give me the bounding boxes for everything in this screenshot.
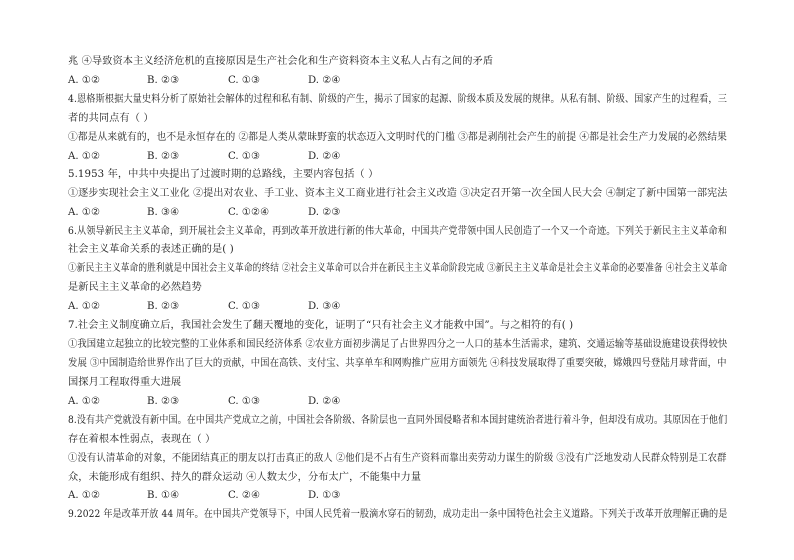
- q8-stem-line2: 存在着根本性弱点，表现在（ ）: [68, 434, 216, 445]
- q4-option-d[interactable]: D. ②④: [308, 151, 341, 162]
- q7-option-d[interactable]: D. ②④: [308, 396, 341, 407]
- q6-stem-line1: 6.从领导新民主主义革命，到开展社会主义革命，再到改革开放进行新的伟大革命，中国共产党带领中国人民创造了一个又一个奇迹。下列关于新民主主义革命和: [68, 226, 728, 237]
- q7-option-a[interactable]: A. ①②: [68, 396, 101, 407]
- q6-option-c[interactable]: C. ①③: [228, 301, 261, 312]
- q9-stem-line1: 9.2022 年是改革开放 44 周年。在中国共产党领导下，中国人民凭着一股滴水穿石的韧劲，成功走出一条中国特色社会主义道路。下列关于改革开放理解正确的是: [68, 509, 728, 520]
- q8-option-c[interactable]: C. ②④: [228, 490, 261, 501]
- q4-statements: ①都是从来就有的，也不是永恒存在的 ②都是人类从蒙昧野蛮的状态迈入文明时代的门槛 ③都是剥削社会产生的前提 ④都是社会生产力发展的必然结果: [68, 132, 728, 143]
- q6-stem-line2: 社会主义革命关系的表述正确的是( ): [68, 244, 234, 255]
- q6-statements-line1: ①新民主主义革命的胜利就是中国社会主义革命的终结 ②社会主义革命可以合并在新民主主义革命阶段完成 ③新民主主义革命是社会主义革命的必要准备 ④社会主义革命: [68, 263, 728, 274]
- q3-option-a[interactable]: A. ①②: [68, 75, 101, 86]
- q7-option-b[interactable]: B. ②③: [147, 396, 180, 407]
- q8-statements-line2: 众，未能形成有组织、持久的群众运动 ④人数太少，分布太广，不能集中力量: [68, 472, 422, 483]
- q5-option-c[interactable]: C. ①②④: [228, 207, 270, 218]
- q6-option-b[interactable]: B. ②③: [147, 301, 180, 312]
- q7-statements-line1: ①我国建立起独立的比较完整的工业体系和国民经济体系 ②农业方面初步满足了占世界四分之一人口的基本生活需求，建筑、交通运输等基础设施建设获得较快: [68, 339, 728, 350]
- q5-option-d[interactable]: D. ②③: [308, 207, 341, 218]
- q8-stem-line1: 8.没有共产党就没有新中国。在中国共产党成立之前，中国社会各阶级、各阶层也一直同外国侵略者和本国封建统治者进行着斗争，但却没有成功。其原因在于他们: [68, 415, 728, 426]
- q8-option-d[interactable]: D. ①③: [308, 490, 341, 501]
- q7-statements-line2: 发展 ③中国制造给世界作出了巨大的贡献，中国在高铁、支付宝、共享单车和网购推广应用方面领先 ④科技发展取得了重要突破，嫦娥四号登陆月球背面，中: [68, 358, 727, 369]
- q5-option-a[interactable]: A. ①②: [68, 207, 101, 218]
- q4-stem-line2: 者的共同点有（ ）: [68, 113, 154, 124]
- q6-option-d[interactable]: D. ③④: [308, 301, 341, 312]
- q5-stem: 5.1953 年，中共中央提出了过渡时期的总路线，主要内容包括（ ）: [68, 169, 379, 180]
- q3-option-d[interactable]: D. ②④: [308, 75, 341, 86]
- q8-option-a[interactable]: A. ①②: [68, 490, 101, 501]
- q6-option-a[interactable]: A. ①②: [68, 301, 101, 312]
- q7-stem: 7.社会主义制度确立后，我国社会发生了翻天覆地的变化，证明了“只有社会主义才能救中国”。与之相符的有( ): [68, 320, 574, 331]
- q3-option-c[interactable]: C. ①③: [228, 75, 261, 86]
- q4-option-b[interactable]: B. ②③: [147, 151, 180, 162]
- q8-statements-line1: ①没有认清革命的对象，不能团结真正的朋友以打击真正的敌人 ②他们是不占有生产资料而靠出卖劳动力谋生的阶级 ③没有广泛地发动人民群众特别是工农群: [68, 453, 727, 464]
- q8-option-b[interactable]: B. ①④: [147, 490, 180, 501]
- q6-statements-line2: 是新民主主义革命的必然趋势: [68, 282, 202, 293]
- q4-stem-line1: 4.恩格斯根据大量史料分析了原始社会解体的过程和私有制、阶级的产生，揭示了国家的起源、阶级本质及发展的规律。从私有制、阶级、国家产生的过程看，三: [68, 94, 728, 105]
- q5-option-b[interactable]: B. ③④: [147, 207, 180, 218]
- q3-statement-4: 兆 ④导致资本主义经济危机的直接原因是生产社会化和生产资料资本主义私人占有之间的矛盾: [68, 56, 494, 67]
- q4-option-c[interactable]: C. ①③: [228, 151, 261, 162]
- q4-option-a[interactable]: A. ①②: [68, 151, 101, 162]
- q5-statements: ①逐步实现社会主义工业化 ②提出对农业、手工业、资本主义工商业进行社会主义改造 ③决定召开第一次全国人民大会 ④制定了新中国第一部宪法: [68, 188, 728, 199]
- q3-option-b[interactable]: B. ②③: [147, 75, 180, 86]
- q7-option-c[interactable]: C. ①③: [228, 396, 261, 407]
- q7-statements-line3: 国探月工程取得重大进展: [68, 377, 182, 388]
